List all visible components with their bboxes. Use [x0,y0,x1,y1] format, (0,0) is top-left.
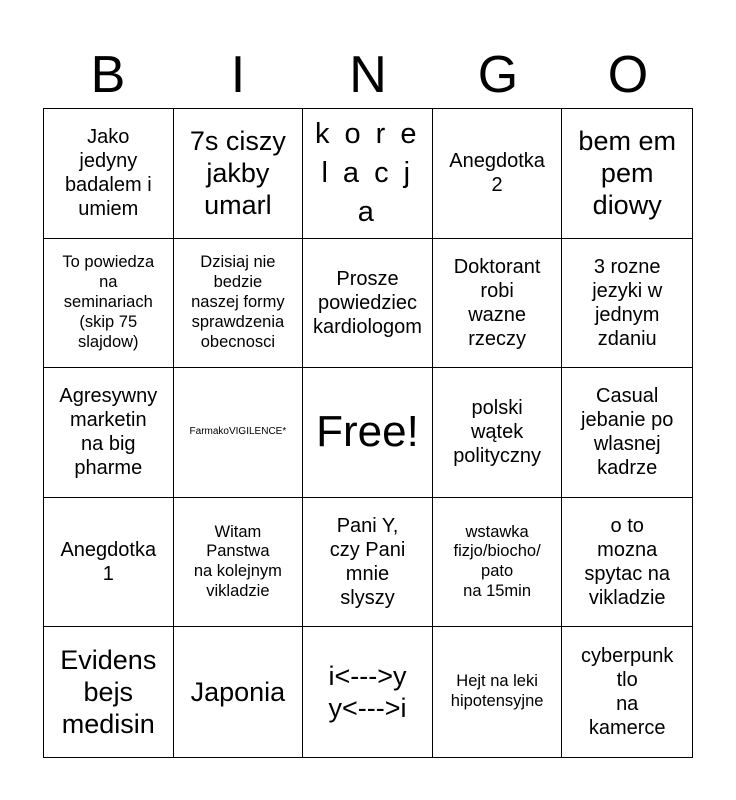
bingo-board [43,108,693,758]
bingo-cell-text: To powiedza na seminariach (skip 75 slajdow) [62,253,155,351]
bingo-cell-r1-c5[interactable] [562,109,692,239]
bingo-cell-text: 7s ciszy jakby umarl [189,125,286,221]
bingo-cell-r5-c5[interactable] [562,627,692,757]
bingo-cell-text: polski wątek polityczny [453,397,541,468]
bingo-cell-r2-c4[interactable] [433,239,563,369]
bingo-cell-r3-c2[interactable] [174,368,304,498]
bingo-cell-r4-c4[interactable] [433,498,563,628]
bingo-cell-r5-c1[interactable] [44,627,174,757]
bingo-cell-r4-c2[interactable] [174,498,304,628]
bingo-cell-r1-c1[interactable] [44,109,174,239]
bingo-cell-text: Prosze powiedziec kardiologom [313,267,422,338]
bingo-cell-r4-c3[interactable] [303,498,433,628]
bingo-cell-r2-c3[interactable] [303,239,433,369]
bingo-cell-text: Hejt na leki hipotensyjne [450,672,544,711]
bingo-cell-free[interactable] [303,368,433,498]
bingo-cell-text: o to mozna spytac na vikladzie [584,515,670,610]
bingo-cell-r1-c2[interactable] [174,109,304,239]
bingo-cell-text: Jako jedyny badalem i umiem [64,126,152,221]
bingo-cell-r3-c1[interactable] [44,368,174,498]
header-letter-b: B [90,46,126,104]
bingo-cell-r1-c3[interactable] [303,109,433,239]
bingo-cell-r4-c5[interactable] [562,498,692,628]
bingo-cell-r4-c1[interactable] [44,498,174,628]
bingo-cell-text: cyberpunk tlo na kamerce [581,645,674,740]
bingo-cell-r3-c5[interactable] [562,368,692,498]
bingo-cell-r5-c3[interactable] [303,627,433,757]
bingo-cell-text: FarmakoVIGILENCE* [189,426,287,438]
bingo-cell-r5-c2[interactable] [174,627,304,757]
bingo-cell-text: Doktorant robi wazne rzeczy [453,255,541,350]
bingo-header [43,42,693,108]
bingo-cell-text: Anegdotka 1 [60,539,157,586]
header-letter-g: G [477,46,519,104]
bingo-cell-r3-c4[interactable] [433,368,563,498]
bingo-cell-text: Casual jebanie po wlasnej kadrze [581,385,674,480]
free-space-label: Free! [316,407,419,457]
bingo-cell-text: bem em pem diowy [578,125,676,221]
bingo-cell-text: Anegdotka 2 [449,150,545,197]
bingo-cell-text: i<--->y y<--->i [328,660,407,724]
bingo-cell-text: Japonia [190,677,286,707]
bingo-cell-r2-c2[interactable] [174,239,304,369]
bingo-cell-r2-c1[interactable] [44,239,174,369]
header-letter-o: O [607,46,649,104]
bingo-cell-text: Agresywny marketin na big pharme [59,385,158,480]
header-letter-i: I [230,46,246,104]
bingo-cell-text: k o r e l a c j a [315,117,420,228]
bingo-cell-text: Witam Panstwa na kolejnym vikladzie [193,522,282,600]
bingo-cell-r1-c4[interactable] [433,109,563,239]
bingo-cell-text: 3 rozne jezyki w jednym zdaniu [592,255,663,350]
bingo-cell-text: wstawka fizjo/biocho/ pato na 15min [453,522,541,600]
bingo-cell-text: Evidens bejs medisin [60,644,157,740]
bingo-cell-text: Dzisiaj nie bedzie naszej formy sprawdzenia obecnosci [191,253,285,351]
bingo-cell-text: Pani Y, czy Pani mnie slyszy [329,515,406,610]
header-letter-n: N [349,46,387,104]
bingo-cell-r2-c5[interactable] [562,239,692,369]
bingo-cell-r5-c4[interactable] [433,627,563,757]
